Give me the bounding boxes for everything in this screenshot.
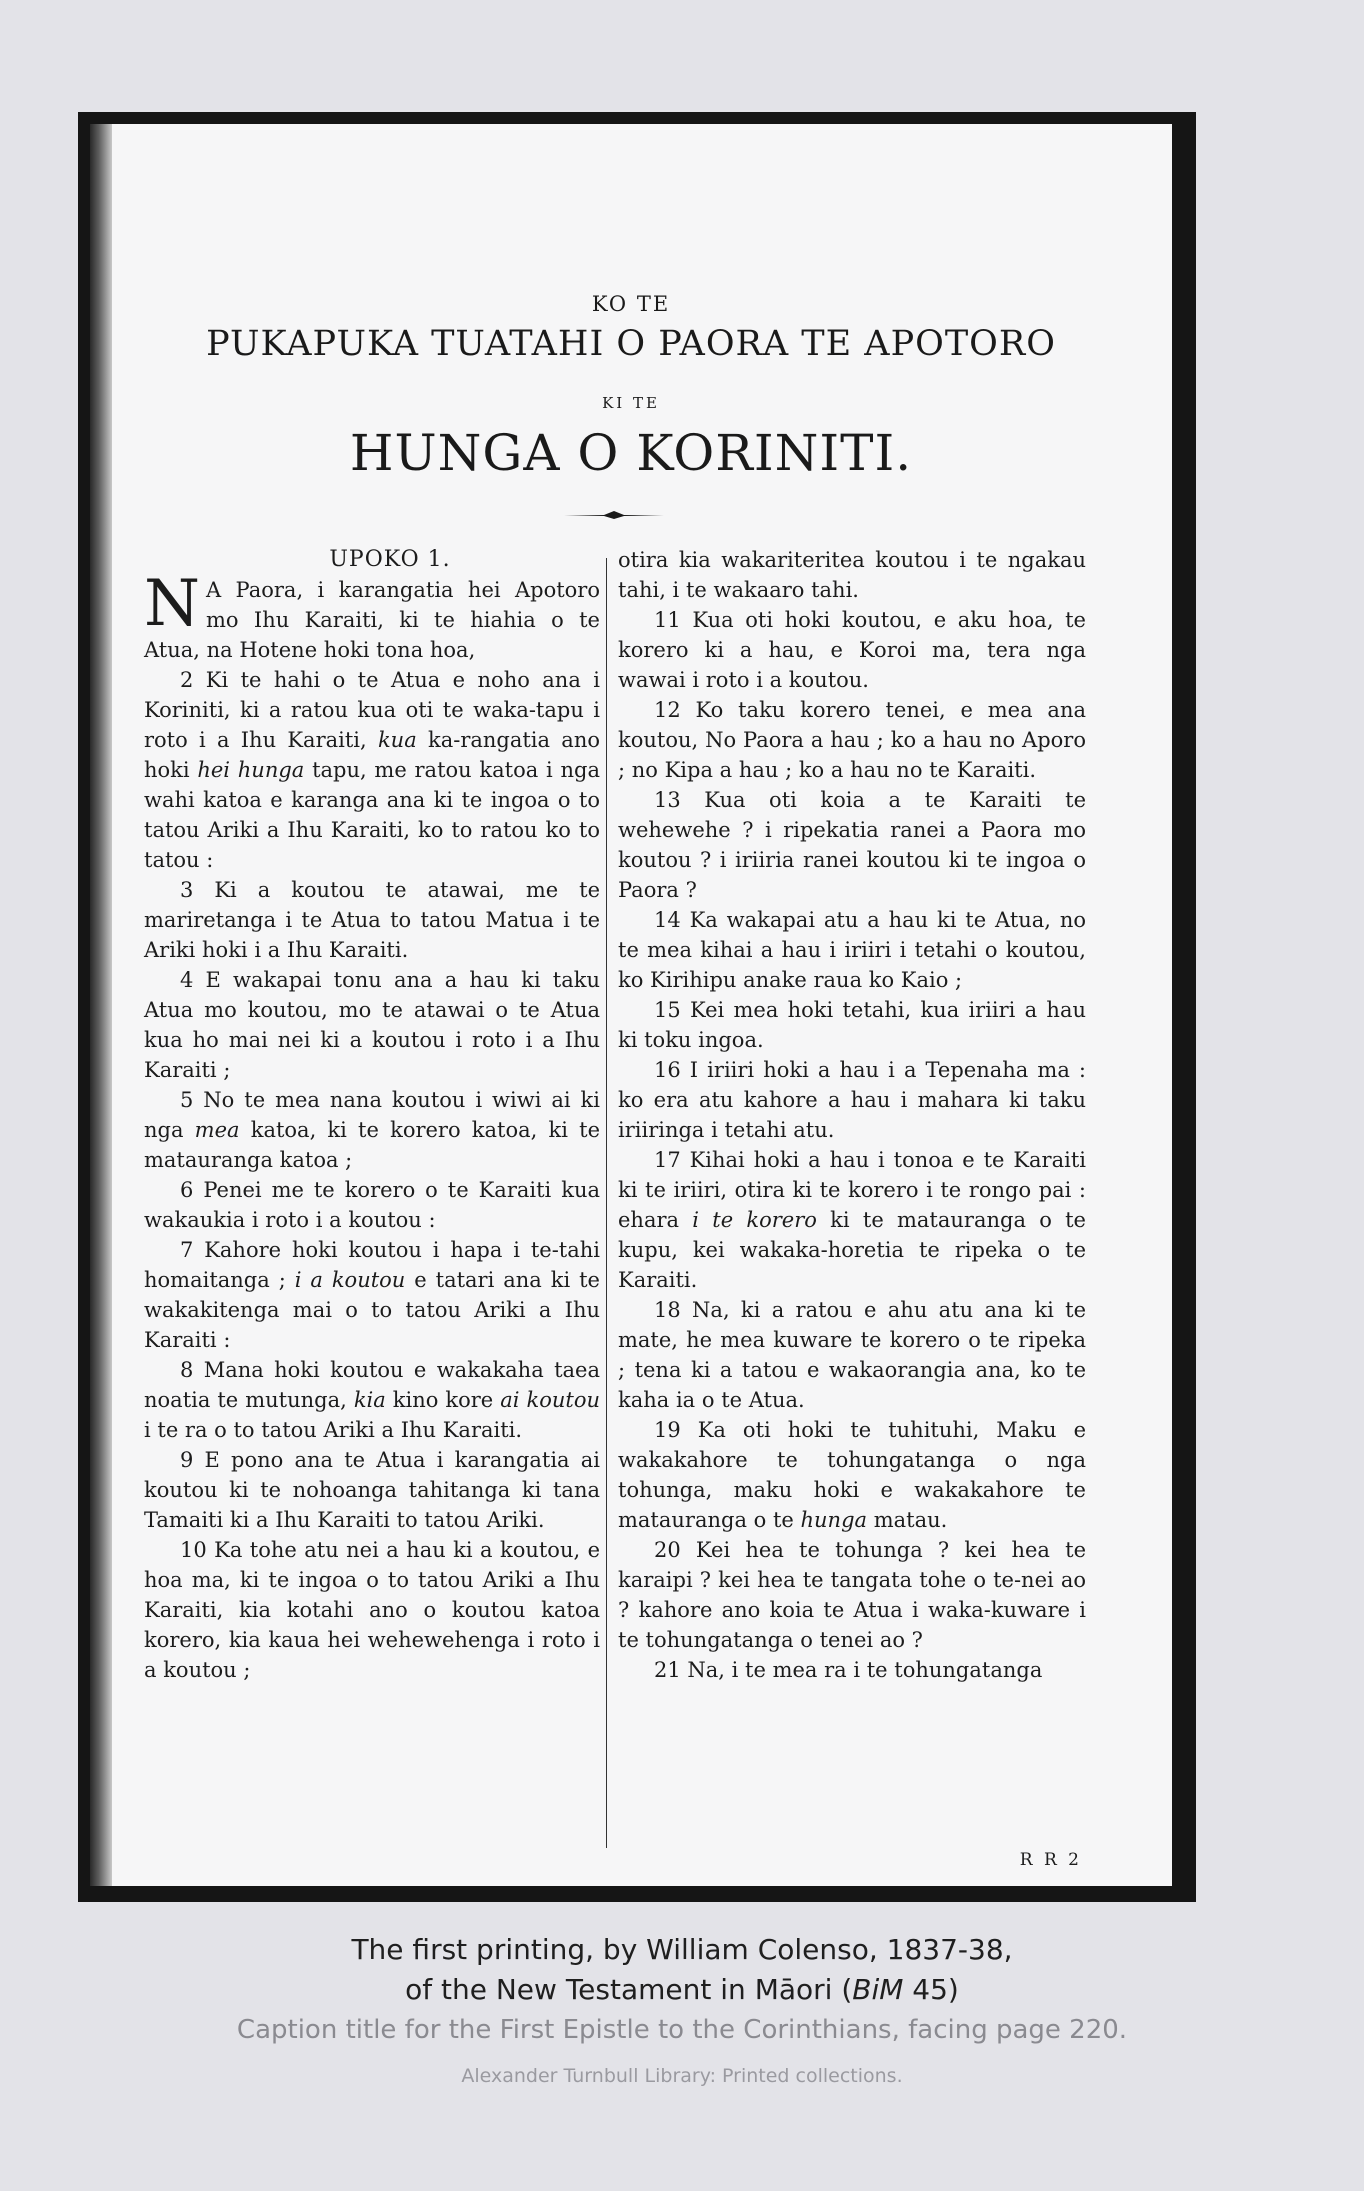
verse-13: 13 Kua oti koia a te Karaiti te wehewehe ? i ripekatia ranei a Paora mo koutou ? i iriiria ranei koutou ki te ingoa o Paora ?: [618, 788, 1086, 902]
verse-7: 7 Kahore hoki koutou i hapa i te-tahi homaitanga ; i a koutou e tatari ana ki te wakakitenga mai o to tatou Ariki a Ihu Karaiti :: [144, 1238, 600, 1352]
signature-mark: R R 2: [1019, 1850, 1082, 1870]
verse-3: 3 Ki a koutou te atawai, me te mariretanga i te Atua to tatou Matua i te Ariki hoki i a Ihu Karaiti.: [144, 878, 600, 962]
verse-10-continued: otira kia wakariteritea koutou i te ngakau tahi, i te wakaaro tahi.: [618, 548, 1086, 602]
verse-1: N A Paora, i karangatia hei Apotoro mo Ihu Karaiti, ki te hiahia o te Atua, na Hotene hoki tona hoa,: [144, 567, 600, 662]
scanned-page: [90, 124, 1172, 1886]
verse-12: 12 Ko taku korero tenei, e mea ana koutou, No Paora a hau ; ko a hau no Aporo ; no Kipa a hau ; ko a hau no te Karaiti.: [618, 698, 1086, 782]
caption-line-2: of the New Testament in Māori (BiM 45): [405, 1973, 959, 2006]
heading-ki-te: KI TE: [602, 394, 660, 412]
page-subtitle: HUNGA O KORINITI.: [349, 424, 913, 482]
left-column: [144, 545, 600, 1685]
verse-16: 16 I iriiri hoki a hau i a Tepenaha ma : ko era atu kahore a hau i mahara ki taku iriiringa i tetahi atu.: [618, 1058, 1086, 1142]
verse-9: 9 E pono ana te Atua i karangatia ai koutou ki te nohoanga tahitanga ki tana Tamaiti ki a Ihu Karaiti to tatou Ariki.: [144, 1448, 600, 1532]
verse-14: 14 Ka wakapai atu a hau ki te Atua, no te mea kihai a hau i iriiri i tetahi o koutou, ko Kirihipu anake raua ko Kaio ;: [618, 908, 1086, 992]
verse-8: 8 Mana hoki koutou e wakakaha taea noatia te mutunga, kia kino kore ai koutou i te ra o to tatou Ariki a Ihu Karaiti.: [144, 1358, 600, 1442]
verse-6: 6 Penei me te korero o te Karaiti kua wakaukia i roto i a koutou :: [144, 1178, 600, 1232]
drop-cap: N: [144, 567, 200, 641]
right-column: [618, 545, 1086, 1685]
verse-15: 15 Kei mea hoki tetahi, kua iriiri a hau ki toku ingoa.: [618, 998, 1086, 1052]
verse-18: 18 Na, ki a ratou e ahu atu ana ki te mate, he mea kuware te korero o te ripeka ; tena ki a tatou e wakaorangia ana, ko te kaha ia o te Atua.: [618, 1298, 1086, 1412]
verse-5: 5 No te mea nana koutou i wiwi ai ki nga mea katoa, ki te korero katoa, ki te matauranga katoa ;: [144, 1088, 600, 1172]
caption-credit: Alexander Turnbull Library: Printed collections.: [461, 2065, 903, 2087]
chapter-heading: UPOKO 1.: [329, 547, 451, 572]
verse-19: 19 Ka oti hoki te tuhituhi, Maku e wakakahore te tohungatanga o nga tohunga, maku hoki e wakakahore te matauranga o te hunga matau.: [618, 1418, 1086, 1532]
binding-gutter: [90, 124, 112, 1886]
caption-line-1: The first printing, by William Colenso, 1837-38,: [351, 1933, 1013, 1966]
verse-21: 21 Na, i te mea ra i te tohungatanga: [654, 1658, 1043, 1682]
verse-20: 20 Kei hea te tohunga ? kei hea te karaipi ? kei hea te tangata tohe o te-nei ao ? kahore ano koia te Atua i waka-kuware i te tohungatanga o tenei ao ?: [618, 1538, 1086, 1652]
heading-ko-te: KO TE: [591, 292, 671, 316]
column-rule: [606, 558, 607, 1848]
verse-17: 17 Kihai hoki a hau i tonoa e te Karaiti ki te iriiri, otira ki te korero i te rongo pai : ehara i te korero ki te matauranga o te kupu, kei wakaka-horetia te ripeka o te Karaiti.: [618, 1148, 1086, 1292]
page-title: PUKAPUKA TUATAHI O PAORA TE APOTORO: [206, 324, 1056, 364]
verse-4: 4 E wakapai tonu ana a hau ki taku Atua mo koutou, mo te atawai o te Atua kua ho mai nei ki a koutou i roto i a Ihu Karaiti ;: [144, 968, 600, 1082]
caption-line-3: Caption title for the First Epistle to the Corinthians, facing page 220.: [236, 2015, 1128, 2045]
verse-11: 11 Kua oti hoki koutou, e aku hoa, te korero ki a hau, e Koroi ma, tera nga wawai i roto i a koutou.: [618, 608, 1086, 692]
verse-10: 10 Ka tohe atu nei a hau ki a koutou, e hoa ma, ki te ingoa o to tatou Ariki a Ihu Karaiti, kia kotahi ano o koutou katoa korero, kia kaua hei wehewehenga i roto i a koutou ;: [144, 1538, 600, 1682]
ornament-divider-icon: [564, 509, 664, 521]
verse-2: 2 Ki te hahi o te Atua e noho ana i Koriniti, ki a ratou kua oti te waka-tapu i roto i a Ihu Karaiti, kua ka-rangatia ano hoki hei hunga tapu, me ratou katoa i nga wahi katoa e karanga ana ki te ingoa o to tatou Ariki a Ihu Karaiti, ko to ratou ko to tatou :: [144, 668, 600, 872]
